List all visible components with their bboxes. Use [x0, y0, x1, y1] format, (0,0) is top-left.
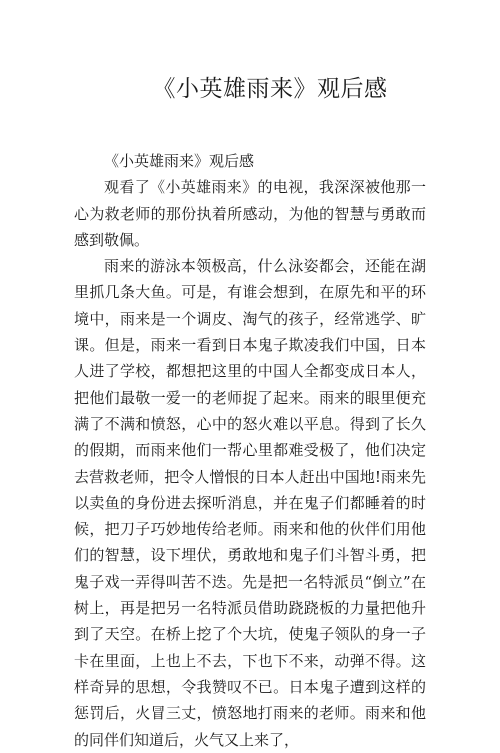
article-subtitle: 《小英雄雨来》观后感 — [104, 152, 255, 170]
page-title: 《小英雄雨来》观后感 — [152, 76, 388, 102]
article-body — [74, 148, 426, 753]
paragraph-1: 观看了《小英雄雨来》的电视，我深深被他那一心为救老师的那份执着所感动，为他的智慧与勇敢而感到敬佩。 — [74, 178, 426, 249]
paragraph-2: 雨来的游泳本领极高，什么泳姿都会，还能在湖里抓几条大鱼。可是，有谁会想到，在原先和平的环境中，雨来是一个调皮、淘气的孩子，经常逃学、旷课。但是，雨来一看到日本鬼子欺凌我们中国，日本人进了学校，都想把这里的中国人全都变成日本人，把他们最敬一爱一的老师捉了起来。雨来的眼里便充满了不满和愤怒，心中的怒火难以平息。得到了长久的假期，而雨来他们一帮心里都难受极了，他们决定去营救老师，把令人憎恨的日本人赶出中国地!雨来先以卖鱼的身份进去探听消息，并在鬼子们都睡着的时候，把刀子巧妙地传给老师。雨来和他的伙伴们用他们的智慧，设下埋伏，勇敢地和鬼子们斗智斗勇，把鬼子戏一弄得叫苦不迭。先是把一名特派员“倒立”在树上，再是把另一名特派员借助跷跷板的力量把他升到了天空。在桥上挖了个大坑，使鬼子领队的身一子卡在里面，上也上不去，下也下不来，动弹不得。这样奇异的思想，令我赞叹不已。日本鬼子遭到这样的惩罚后，火冒三丈，愤怒地打雨来的老师。雨来和他的同伴们知道后，火气又上来了， — [74, 257, 426, 749]
